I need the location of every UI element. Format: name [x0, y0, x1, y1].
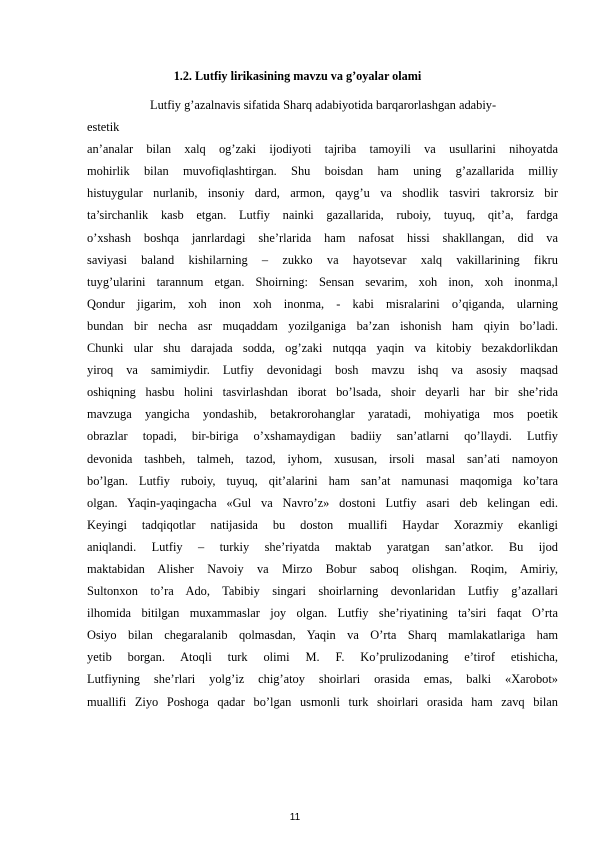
text-line: bundan bir necha asr muqaddam yozilganiga ba’zan ishonish ham qiyin bo’ladi. — [87, 318, 558, 333]
text-line: yiroq va samimiydir. Lutfiy devonidagi bosh mavzu ishq va asosiy maqsad — [87, 363, 558, 378]
text-line: ilhomida bitilgan muxammaslar joy olgan. Lutfiy she’riyatining ta’siri faqat O’rta — [87, 606, 558, 621]
text-line: maktabidan Alisher Navoiy va Mirzo Bobur saboq olishgan. Roqim, Amiriy, — [87, 561, 558, 576]
text-line: mavzuga yangicha yondashib, betakrorohanglar yaratadi, mohiyatiga mos poetik — [87, 407, 558, 422]
text-line: Sultonxon to’ra Ado, Tabibiy singari shoirlarning devonlaridan Lutfiy g’azallari — [87, 584, 558, 599]
text-line: an’analar bilan xalq og’zaki ijodiyoti tajriba tamoyili va usullarini nihoyatda — [87, 142, 558, 157]
page-number: 11 — [289, 812, 301, 823]
text-line: histuygular nurlanib, insoniy dard, armon, qayg’u va shodlik tasviri takrorsiz bir — [87, 186, 558, 201]
text-line: devonida tashbeh, talmeh, tazod, iyhom, xususan, irsoli masal san’ati namoyon — [87, 451, 558, 466]
text-line: olgan. Yaqin-yaqingacha «Gul va Navro’z» dostoni Lutfiy asari deb kelingan edi. — [87, 495, 558, 510]
text-line: obrazlar topadi, bir-biriga o’xshamaydigan badiiy san’atlarni qo’llaydi. Lutfiy — [87, 429, 558, 444]
text-line: tuyg’ularini tarannum etgan. Shoirning: Sensan sevarim, xoh inon, xoh inonma,l — [87, 274, 558, 289]
section-heading: 1.2. Lutfiy lirikasining mavzu va g’oyalar olami — [173, 69, 422, 83]
text-line: o’xshash boshqa janrlardagi she’rlarida ham nafosat hissi shakllangan, did va — [87, 230, 558, 245]
text-line: yetib borgan. Atoqli turk olimi M. F. Ko’prulizodaning e’tirof etishicha, — [87, 650, 558, 665]
text-line: Keyingi tadqiqotlar natijasida bu doston muallifi Haydar Xorazmiy ekanligi — [87, 517, 558, 532]
text-line: Lutfiyning she’rlari yolg’iz chig’atoy shoirlari orasida emas, balki «Xarobot» — [87, 672, 558, 687]
text-line: Chunki ular shu darajada sodda, og’zaki nutqqa yaqin va kitobiy bezakdorlikdan — [87, 341, 558, 356]
text-line: ta’sirchanlik kasb etgan. Lutfiy nainki gazallarida, ruboiy, tuyuq, qit’a, fardga — [87, 208, 558, 223]
text-line: mohirlik bilan muvofiqlashtirgan. Shu boisdan ham uning g’azallarida milliy — [87, 164, 558, 179]
text-line: bo’lgan. Lutfiy ruboiy, tuyuq, qit’alarini ham san’at namunasi maqomiga ko’tara — [87, 473, 558, 488]
text-line: saviyasi baland kishilarning – zukko va hayotsevar xalq vakillarining fikru — [87, 252, 558, 267]
paragraph-body — [87, 94, 558, 713]
text-line: aniqlandi. Lutfiy – turkiy she’riyatda maktab yaratgan san’atkor. Bu ijod — [87, 539, 558, 554]
text-line: Qondur jigarim, xoh inon xoh inonma, - kabi misralarini o’qiganda, ularning — [87, 296, 558, 311]
text-line: muallifi Ziyo Poshoga qadar bo’lgan usmonli turk shoirlari orasida ham zavq bilan — [87, 694, 558, 709]
text-line: Lutfiy g’azalnavis sifatida Sharq adabiyotida barqarorlashgan adabiy- — [150, 98, 497, 112]
text-line: Osiyo bilan chegaralanib qolmasdan, Yaqin va O’rta Sharq mamlakatlariga ham — [87, 628, 558, 643]
text-line: oshiqning hasbu holini tasvirlashdan iborat bo’lsada, shoir deyarli har bir she’rida — [87, 385, 558, 400]
text-line: estetik — [87, 120, 120, 135]
